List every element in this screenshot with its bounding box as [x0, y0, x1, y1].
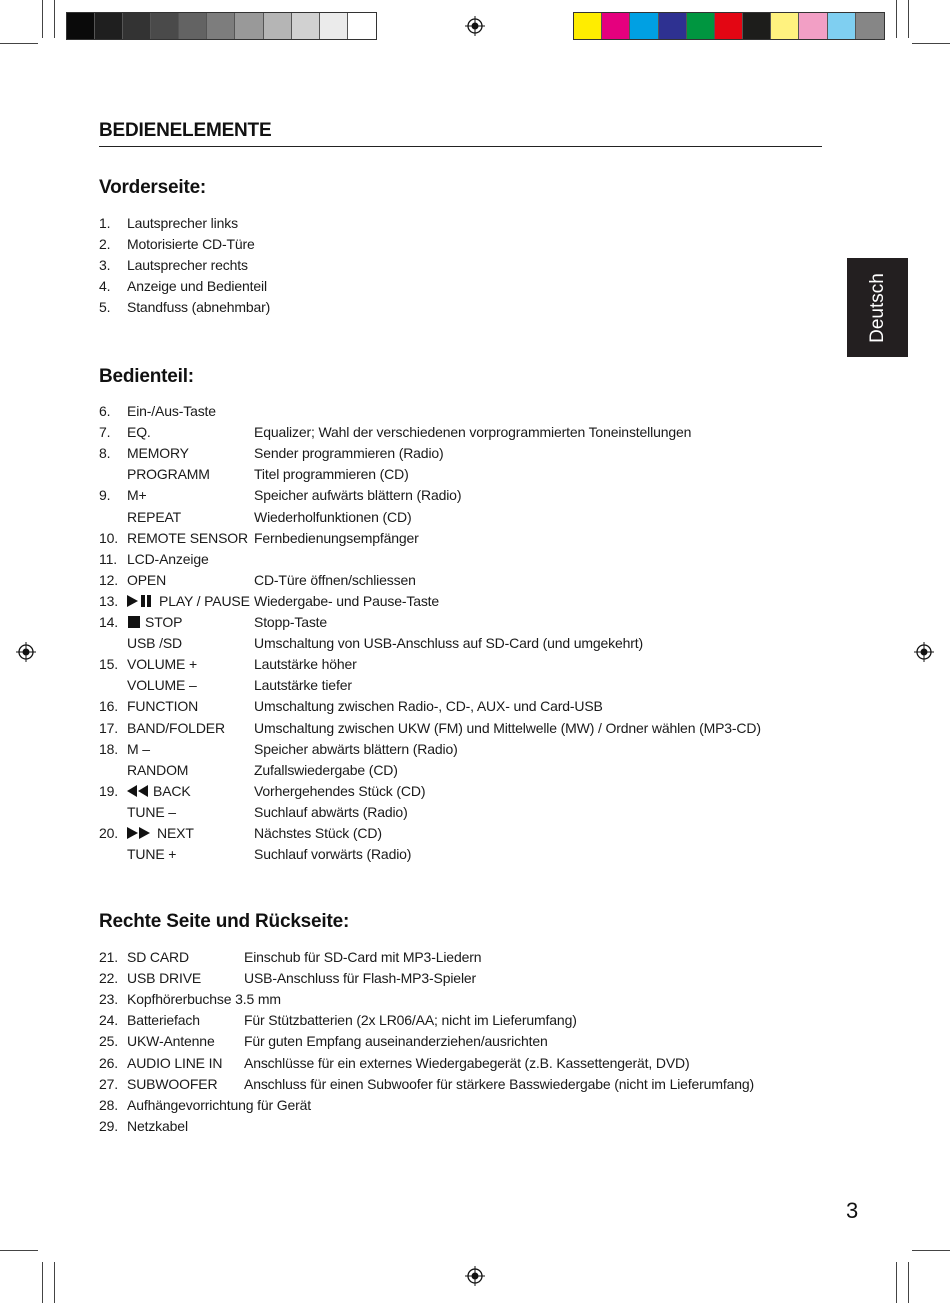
calibration-swatch: [856, 13, 884, 39]
calibration-swatch: [771, 13, 799, 39]
item-label-text: REMOTE SENSOR: [127, 529, 248, 546]
item-label-text: VOLUME –: [127, 677, 197, 694]
item-description: Vorhergehendes Stück (CD): [254, 782, 426, 799]
item-label: [127, 591, 250, 613]
item-label: [127, 464, 210, 485]
item-label-text: Lautsprecher rechts: [127, 257, 248, 274]
item-label: [127, 422, 151, 443]
item-label: [127, 507, 181, 528]
item-number: 5.: [99, 299, 111, 316]
item-label-text: UKW-Antenne: [127, 1033, 215, 1050]
calibration-swatch: [67, 13, 95, 39]
crop-mark: [42, 1262, 43, 1303]
item-label-text: Standfuss (abnehmbar): [127, 299, 271, 316]
item-description: Für Stützbatterien (2x LR06/AA; nicht im Lieferumfang): [244, 1012, 577, 1029]
item-number: 27.: [99, 1075, 119, 1092]
item-number: 11.: [99, 550, 117, 567]
item-label: [127, 844, 176, 865]
item-description: Zufallswiedergabe (CD): [254, 761, 398, 778]
item-number: 28.: [99, 1096, 119, 1113]
item-description: Sender programmieren (Radio): [254, 445, 444, 462]
grayscale-calibration-strip: [66, 12, 377, 40]
item-label: [127, 823, 194, 845]
crop-mark: [54, 1262, 55, 1303]
item-label: [127, 213, 238, 234]
item-label: [127, 1074, 217, 1095]
calibration-swatch: [828, 13, 856, 39]
calibration-swatch: [574, 13, 602, 39]
item-label-text: RANDOM: [127, 761, 189, 778]
calibration-swatch: [179, 13, 207, 39]
item-description: Equalizer; Wahl der verschiedenen vorprogrammierten Toneinstellungen: [254, 424, 692, 441]
item-label-text: TUNE +: [127, 846, 177, 863]
item-label: [127, 1095, 311, 1116]
item-label-text: PROGRAMM: [127, 466, 210, 483]
item-number: 12.: [99, 571, 119, 588]
item-label-text: MEMORY: [127, 445, 189, 462]
section-title-panel: Bedienteil:: [99, 366, 194, 387]
calibration-swatch: [659, 13, 687, 39]
item-label-text: Ein-/Aus-Taste: [127, 403, 216, 419]
item-description: USB-Anschluss für Flash-MP3-Spieler: [244, 970, 477, 987]
item-description: Suchlauf vorwärts (Radio): [254, 846, 412, 863]
calibration-swatch: [207, 13, 235, 39]
item-label-text: BAND/FOLDER: [127, 719, 225, 736]
item-label-text: AUDIO LINE IN: [127, 1054, 223, 1071]
registration-mark-icon: [465, 1266, 485, 1286]
item-label: [127, 1010, 200, 1031]
title-divider: [99, 146, 822, 147]
item-label: [127, 633, 182, 654]
item-label-text: M+: [127, 487, 147, 504]
item-label-text: Batteriefach: [127, 1012, 200, 1029]
calibration-swatch: [95, 13, 123, 39]
item-label: [127, 485, 147, 506]
item-label-text: OPEN: [127, 571, 167, 588]
item-description: Anschlüsse für ein externes Wiedergabegerät (z.B. Kassettengerät, DVD): [244, 1054, 690, 1071]
item-description: Umschaltung zwischen Radio-, CD-, AUX- und Card-USB: [254, 698, 603, 715]
item-number: 2.: [99, 236, 111, 253]
item-label: [127, 297, 270, 318]
item-description: Lautstärke höher: [254, 656, 357, 673]
item-label-text: PLAY / PAUSE: [159, 592, 250, 609]
item-number: 4.: [99, 278, 111, 295]
calibration-swatch: [799, 13, 827, 39]
item-number: 14.: [99, 614, 119, 630]
item-description: Nächstes Stück (CD): [254, 825, 382, 841]
item-number: 21.: [99, 949, 119, 965]
item-label: [127, 255, 248, 276]
item-label-text: STOP: [145, 614, 183, 630]
item-label: [127, 675, 197, 696]
item-label: [127, 401, 216, 422]
item-description: Wiedergabe- und Pause-Taste: [254, 592, 440, 609]
crop-mark: [912, 43, 950, 44]
item-label-text: FUNCTION: [127, 698, 199, 715]
item-label-text: Netzkabel: [127, 1117, 188, 1134]
play-pause-icon: [127, 592, 155, 613]
calibration-swatch: [630, 13, 658, 39]
crop-mark: [896, 1262, 897, 1303]
crop-mark: [0, 1250, 38, 1251]
item-number: 17.: [99, 719, 119, 736]
item-label-text: USB /SD: [127, 635, 182, 652]
item-label: [127, 718, 225, 739]
item-number: 20.: [99, 825, 119, 841]
item-label: [127, 989, 281, 1010]
crop-mark: [908, 1262, 909, 1303]
item-number: 23.: [99, 991, 119, 1008]
item-label-text: Aufhängevorrichtung für Gerät: [127, 1096, 311, 1113]
item-number: 15.: [99, 656, 119, 673]
item-number: 16.: [99, 698, 119, 715]
section-title-rear: Rechte Seite und Rückseite:: [99, 911, 350, 932]
item-label: [127, 696, 198, 717]
calibration-swatch: [715, 13, 743, 39]
item-label: [127, 968, 201, 989]
item-label: [127, 947, 189, 968]
item-label: [127, 549, 209, 570]
item-number: 26.: [99, 1054, 119, 1071]
language-tab-label: Deutsch: [866, 272, 888, 343]
item-label-text: Lautsprecher links: [127, 215, 238, 231]
item-label-text: SUBWOOFER: [127, 1075, 218, 1092]
item-label-text: Motorisierte CD-Türe: [127, 236, 255, 253]
crop-mark: [42, 0, 43, 38]
item-label: [127, 276, 267, 297]
rewind-icon: [127, 782, 149, 803]
item-description: Fernbedienungsempfänger: [254, 529, 419, 546]
page-title: BEDIENELEMENTE: [99, 120, 272, 141]
item-number: 3.: [99, 257, 111, 274]
calibration-swatch: [348, 13, 376, 39]
item-label: [127, 443, 189, 464]
item-description: Wiederholfunktionen (CD): [254, 508, 412, 525]
crop-mark: [54, 0, 55, 38]
item-label-text: Kopfhörerbuchse 3.5 mm: [127, 991, 281, 1008]
item-label-text: VOLUME +: [127, 656, 197, 673]
item-label: [127, 1031, 215, 1052]
crop-mark: [0, 43, 38, 44]
item-number: 7.: [99, 424, 111, 441]
item-label: [127, 1053, 222, 1074]
item-label: [127, 739, 150, 760]
item-number: 19.: [99, 782, 119, 799]
item-number: 24.: [99, 1012, 119, 1029]
item-label: [127, 781, 191, 803]
item-description: Suchlauf abwärts (Radio): [254, 803, 408, 820]
item-label: [127, 528, 248, 549]
item-label: [127, 612, 182, 634]
item-number: 1.: [99, 215, 111, 231]
item-label-text: SD CARD: [127, 949, 189, 965]
calibration-swatch: [151, 13, 179, 39]
section-title-front: Vorderseite:: [99, 177, 207, 198]
item-label-text: EQ.: [127, 424, 151, 441]
item-label: [127, 570, 166, 591]
crop-mark: [896, 0, 897, 38]
item-label: [127, 234, 255, 255]
crop-mark: [912, 1250, 950, 1251]
item-label: [127, 760, 188, 781]
item-description: CD-Türe öffnen/schliessen: [254, 571, 416, 588]
item-label-text: NEXT: [157, 825, 194, 841]
item-number: 18.: [99, 740, 119, 757]
item-description: Speicher aufwärts blättern (Radio): [254, 487, 462, 504]
item-number: 9.: [99, 487, 111, 504]
item-label-text: M –: [127, 740, 150, 757]
item-description: Stopp-Taste: [254, 614, 328, 630]
registration-mark-icon: [16, 642, 36, 662]
item-description: Für guten Empfang auseinanderziehen/ausrichten: [244, 1033, 548, 1050]
calibration-swatch: [235, 13, 263, 39]
item-label: [127, 802, 176, 823]
item-number: 6.: [99, 403, 111, 419]
item-number: 29.: [99, 1117, 119, 1134]
calibration-swatch: [743, 13, 771, 39]
item-label-text: TUNE –: [127, 803, 176, 820]
registration-mark-icon: [914, 642, 934, 662]
item-description: Umschaltung zwischen UKW (FM) und Mittelwelle (MW) / Ordner wählen (MP3-CD): [254, 719, 761, 736]
item-description: Lautstärke tiefer: [254, 677, 352, 694]
item-number: 8.: [99, 445, 111, 462]
calibration-swatch: [687, 13, 715, 39]
calibration-swatch: [123, 13, 151, 39]
calibration-swatch: [264, 13, 292, 39]
item-number: 10.: [99, 529, 119, 546]
item-label: [127, 1116, 188, 1137]
fast-forward-icon: [127, 824, 153, 845]
item-label-text: Anzeige und Bedienteil: [127, 278, 267, 295]
calibration-swatch: [602, 13, 630, 39]
color-calibration-strip: [573, 12, 885, 40]
calibration-swatch: [292, 13, 320, 39]
language-tab: [847, 258, 908, 357]
item-number: 25.: [99, 1033, 119, 1050]
page-number: 3: [846, 1198, 859, 1223]
item-number: 22.: [99, 970, 119, 987]
crop-mark: [908, 0, 909, 38]
item-description: Titel programmieren (CD): [254, 466, 409, 483]
stop-icon: [127, 613, 141, 634]
item-description: Speicher abwärts blättern (Radio): [254, 740, 458, 757]
item-label-text: BACK: [153, 782, 191, 799]
item-label-text: REPEAT: [127, 508, 182, 525]
item-description: Anschluss für einen Subwoofer für stärkere Basswiedergabe (nicht im Lieferumfang): [244, 1075, 754, 1092]
item-description: Umschaltung von USB-Anschluss auf SD-Card (und umgekehrt): [254, 635, 644, 652]
item-description: Einschub für SD-Card mit MP3-Liedern: [244, 949, 482, 965]
item-label: [127, 654, 197, 675]
calibration-swatch: [320, 13, 348, 39]
item-label-text: LCD-Anzeige: [127, 550, 209, 567]
item-number: 13.: [99, 592, 119, 609]
item-label-text: USB DRIVE: [127, 970, 202, 987]
registration-mark-icon: [465, 16, 485, 36]
